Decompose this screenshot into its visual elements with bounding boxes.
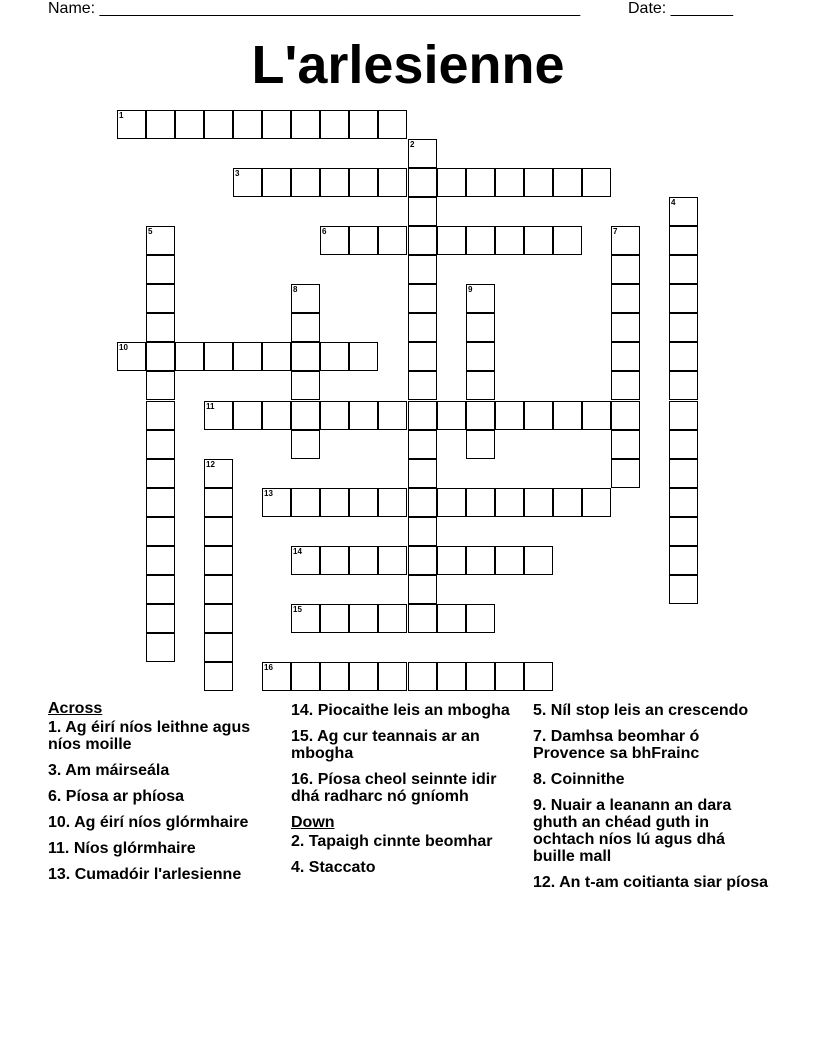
- grid-cell[interactable]: [582, 401, 611, 430]
- grid-cell[interactable]: [466, 226, 495, 255]
- grid-cell[interactable]: [349, 168, 378, 197]
- grid-cell[interactable]: [495, 168, 524, 197]
- clue-number: 6: [322, 227, 327, 236]
- grid-cell[interactable]: [611, 226, 640, 255]
- grid-cell[interactable]: [669, 371, 698, 400]
- grid-cell[interactable]: [349, 401, 378, 430]
- grid-cell[interactable]: [146, 255, 175, 284]
- grid-cell[interactable]: [466, 371, 495, 400]
- grid-cell[interactable]: [669, 430, 698, 459]
- grid-cell[interactable]: [378, 604, 407, 633]
- clue-number: 12: [206, 460, 215, 469]
- clue-across-11: 11. Níos glórmhaire: [48, 840, 196, 857]
- grid-cell[interactable]: [320, 226, 349, 255]
- grid-cell[interactable]: [466, 662, 495, 691]
- grid-cell[interactable]: [320, 110, 349, 139]
- grid-cell[interactable]: [408, 226, 437, 255]
- grid-cell[interactable]: [291, 168, 320, 197]
- grid-cell[interactable]: [204, 546, 233, 575]
- grid-cell[interactable]: [669, 401, 698, 430]
- grid-cell[interactable]: [408, 342, 437, 371]
- grid-cell[interactable]: [611, 313, 640, 342]
- grid-cell[interactable]: [408, 575, 437, 604]
- grid-cell[interactable]: [378, 168, 407, 197]
- clue-down-8: 8. Coinnithe: [533, 771, 625, 788]
- grid-cell[interactable]: [378, 662, 407, 691]
- grid-cell[interactable]: [262, 488, 291, 517]
- grid-cell[interactable]: [378, 110, 407, 139]
- grid-cell[interactable]: [262, 168, 291, 197]
- grid-cell[interactable]: [320, 168, 349, 197]
- grid-cell[interactable]: [146, 371, 175, 400]
- grid-cell[interactable]: [146, 226, 175, 255]
- grid-cell[interactable]: [524, 488, 553, 517]
- grid-cell[interactable]: [669, 546, 698, 575]
- grid-cell[interactable]: [146, 488, 175, 517]
- grid-cell[interactable]: [291, 284, 320, 313]
- grid-cell[interactable]: [204, 575, 233, 604]
- grid-cell[interactable]: [611, 284, 640, 313]
- grid-cell[interactable]: [408, 255, 437, 284]
- across-heading: Across: [48, 700, 103, 717]
- grid-cell[interactable]: [291, 488, 320, 517]
- clue-across-3: 3. Am máirseála: [48, 762, 170, 779]
- grid-cell[interactable]: [408, 430, 437, 459]
- grid-cell[interactable]: [466, 604, 495, 633]
- grid-cell[interactable]: [349, 226, 378, 255]
- grid-cell[interactable]: [466, 168, 495, 197]
- grid-cell[interactable]: [408, 284, 437, 313]
- grid-cell[interactable]: [291, 110, 320, 139]
- clue-across-16: 16. Píosa cheol seinnte idir dhá radharc nó gníomh: [291, 771, 497, 805]
- clue-across-13: 13. Cumadóir l'arlesienne: [48, 866, 242, 883]
- clue-across-1: 1. Ag éirí níos leithne agus níos moille: [48, 719, 251, 753]
- clues-column-1: [48, 700, 270, 892]
- grid-cell[interactable]: [495, 226, 524, 255]
- grid-cell[interactable]: [611, 401, 640, 430]
- grid-cell[interactable]: [408, 313, 437, 342]
- clue-number: 15: [293, 605, 302, 614]
- grid-cell[interactable]: [320, 662, 349, 691]
- grid-cell[interactable]: [320, 488, 349, 517]
- clues-column-2: [291, 702, 527, 885]
- grid-cell[interactable]: [204, 401, 233, 430]
- clue-down-5: 5. Níl stop leis an crescendo: [533, 702, 749, 719]
- clue-across-10: 10. Ag éirí níos glórmhaire: [48, 814, 249, 831]
- grid-cell[interactable]: [117, 110, 146, 139]
- grid-cell[interactable]: [262, 662, 291, 691]
- grid-cell[interactable]: [408, 546, 437, 575]
- grid-cell[interactable]: [466, 284, 495, 313]
- grid-cell[interactable]: [408, 488, 437, 517]
- clue-number: 14: [293, 547, 302, 556]
- clue-number: 13: [264, 489, 273, 498]
- grid-cell[interactable]: [117, 342, 146, 371]
- grid-cell[interactable]: [320, 546, 349, 575]
- grid-cell[interactable]: [204, 110, 233, 139]
- grid-cell[interactable]: [437, 226, 466, 255]
- grid-cell[interactable]: [146, 459, 175, 488]
- clue-number: 7: [613, 227, 618, 236]
- grid-cell[interactable]: [262, 401, 291, 430]
- grid-cell[interactable]: [146, 575, 175, 604]
- grid-cell[interactable]: [611, 371, 640, 400]
- grid-cell[interactable]: [669, 517, 698, 546]
- grid-cell[interactable]: [611, 342, 640, 371]
- grid-cell[interactable]: [146, 546, 175, 575]
- grid-cell[interactable]: [146, 517, 175, 546]
- grid-cell[interactable]: [349, 342, 378, 371]
- grid-cell[interactable]: [669, 575, 698, 604]
- clue-number: 9: [468, 285, 473, 294]
- clue-number: 5: [148, 227, 153, 236]
- grid-cell[interactable]: [204, 517, 233, 546]
- grid-cell[interactable]: [378, 401, 407, 430]
- grid-cell[interactable]: [611, 459, 640, 488]
- grid-cell[interactable]: [408, 517, 437, 546]
- grid-cell[interactable]: [669, 342, 698, 371]
- clue-number: 10: [119, 343, 128, 352]
- grid-cell[interactable]: [466, 342, 495, 371]
- grid-cell[interactable]: [146, 342, 175, 371]
- grid-cell[interactable]: [408, 604, 437, 633]
- grid-cell[interactable]: [582, 168, 611, 197]
- grid-cell[interactable]: [466, 546, 495, 575]
- name-field-label: Name: ______________________________________________________: [48, 0, 581, 17]
- grid-cell[interactable]: [204, 459, 233, 488]
- grid-cell[interactable]: [524, 401, 553, 430]
- grid-cell[interactable]: [669, 255, 698, 284]
- page-title: L'arlesienne: [251, 35, 565, 95]
- grid-cell[interactable]: [553, 226, 582, 255]
- grid-cell[interactable]: [437, 168, 466, 197]
- grid-cell[interactable]: [146, 313, 175, 342]
- grid-cell[interactable]: [669, 313, 698, 342]
- grid-cell[interactable]: [408, 401, 437, 430]
- clue-number: 4: [671, 198, 676, 207]
- grid-cell[interactable]: [408, 459, 437, 488]
- grid-cell[interactable]: [524, 226, 553, 255]
- grid-cell[interactable]: [233, 401, 262, 430]
- grid-cell[interactable]: [204, 604, 233, 633]
- grid-cell[interactable]: [408, 371, 437, 400]
- grid-cell[interactable]: [291, 662, 320, 691]
- grid-cell[interactable]: [146, 430, 175, 459]
- grid-cell[interactable]: [466, 488, 495, 517]
- grid-cell[interactable]: [553, 488, 582, 517]
- grid-cell[interactable]: [204, 488, 233, 517]
- grid-cell[interactable]: [466, 401, 495, 430]
- grid-cell[interactable]: [146, 284, 175, 313]
- clue-number: 16: [264, 663, 273, 672]
- grid-cell[interactable]: [437, 401, 466, 430]
- grid-cell[interactable]: [378, 226, 407, 255]
- grid-cell[interactable]: [175, 110, 204, 139]
- grid-cell[interactable]: [437, 488, 466, 517]
- grid-cell[interactable]: [669, 459, 698, 488]
- grid-cell[interactable]: [524, 168, 553, 197]
- grid-cell[interactable]: [349, 604, 378, 633]
- grid-cell[interactable]: [349, 488, 378, 517]
- grid-cell[interactable]: [408, 197, 437, 226]
- clue-number: 11: [206, 402, 215, 411]
- grid-cell[interactable]: [320, 401, 349, 430]
- grid-cell[interactable]: [320, 342, 349, 371]
- grid-cell[interactable]: [582, 488, 611, 517]
- grid-cell[interactable]: [291, 430, 320, 459]
- grid-cell[interactable]: [291, 546, 320, 575]
- grid-cell[interactable]: [349, 662, 378, 691]
- clues-column-3: [533, 702, 769, 900]
- grid-cell[interactable]: [291, 604, 320, 633]
- grid-cell[interactable]: [291, 313, 320, 342]
- grid-cell[interactable]: [291, 401, 320, 430]
- grid-cell[interactable]: [233, 168, 262, 197]
- grid-cell[interactable]: [669, 284, 698, 313]
- grid-cell[interactable]: [408, 139, 437, 168]
- clue-across-14: 14. Piocaithe leis an mbogha: [291, 702, 510, 719]
- grid-cell[interactable]: [175, 342, 204, 371]
- grid-cell[interactable]: [669, 226, 698, 255]
- clue-number: 3: [235, 169, 240, 178]
- grid-cell[interactable]: [408, 168, 437, 197]
- grid-cell[interactable]: [495, 488, 524, 517]
- grid-cell[interactable]: [233, 110, 262, 139]
- clue-number: 1: [119, 111, 124, 120]
- grid-cell[interactable]: [495, 546, 524, 575]
- grid-cell[interactable]: [146, 110, 175, 139]
- grid-cell[interactable]: [408, 662, 437, 691]
- grid-cell[interactable]: [262, 110, 291, 139]
- down-heading: Down: [291, 814, 335, 831]
- clue-across-6: 6. Píosa ar phíosa: [48, 788, 185, 805]
- clue-down-4: 4. Staccato: [291, 859, 376, 876]
- grid-cell[interactable]: [320, 604, 349, 633]
- clue-number: 8: [293, 285, 298, 294]
- grid-cell[interactable]: [669, 197, 698, 226]
- grid-cell[interactable]: [495, 401, 524, 430]
- clue-down-7: 7. Damhsa beomhar ó Provence sa bhFrainc: [533, 728, 700, 762]
- grid-cell[interactable]: [291, 342, 320, 371]
- grid-cell[interactable]: [553, 401, 582, 430]
- clue-number: 2: [410, 140, 415, 149]
- grid-cell[interactable]: [204, 342, 233, 371]
- grid-cell[interactable]: [204, 633, 233, 662]
- grid-cell[interactable]: [349, 546, 378, 575]
- grid-cell[interactable]: [437, 546, 466, 575]
- grid-cell[interactable]: [437, 604, 466, 633]
- grid-cell[interactable]: [146, 401, 175, 430]
- grid-cell[interactable]: [466, 430, 495, 459]
- grid-cell[interactable]: [378, 546, 407, 575]
- grid-cell[interactable]: [378, 488, 407, 517]
- grid-cell[interactable]: [669, 488, 698, 517]
- grid-cell[interactable]: [524, 546, 553, 575]
- clue-down-9: 9. Nuair a leanann an dara ghuth an chéad guth in ochtach níos lú agus dhá buille mall: [533, 797, 732, 865]
- date-field-label: Date: _______: [628, 0, 733, 17]
- clue-down-2: 2. Tapaigh cinnte beomhar: [291, 833, 493, 850]
- grid-cell[interactable]: [437, 662, 466, 691]
- grid-cell[interactable]: [233, 342, 262, 371]
- grid-cell[interactable]: [204, 662, 233, 691]
- grid-cell[interactable]: [146, 604, 175, 633]
- grid-cell[interactable]: [262, 342, 291, 371]
- grid-cell[interactable]: [495, 662, 524, 691]
- grid-cell[interactable]: [291, 371, 320, 400]
- grid-cell[interactable]: [611, 430, 640, 459]
- grid-cell[interactable]: [524, 662, 553, 691]
- clue-across-15: 15. Ag cur teannais ar an mbogha: [291, 728, 480, 762]
- grid-cell[interactable]: [349, 110, 378, 139]
- grid-cell[interactable]: [146, 633, 175, 662]
- grid-cell[interactable]: [466, 313, 495, 342]
- grid-cell[interactable]: [611, 255, 640, 284]
- clue-down-12: 12. An t-am coitianta siar píosa: [533, 874, 769, 891]
- grid-cell[interactable]: [553, 168, 582, 197]
